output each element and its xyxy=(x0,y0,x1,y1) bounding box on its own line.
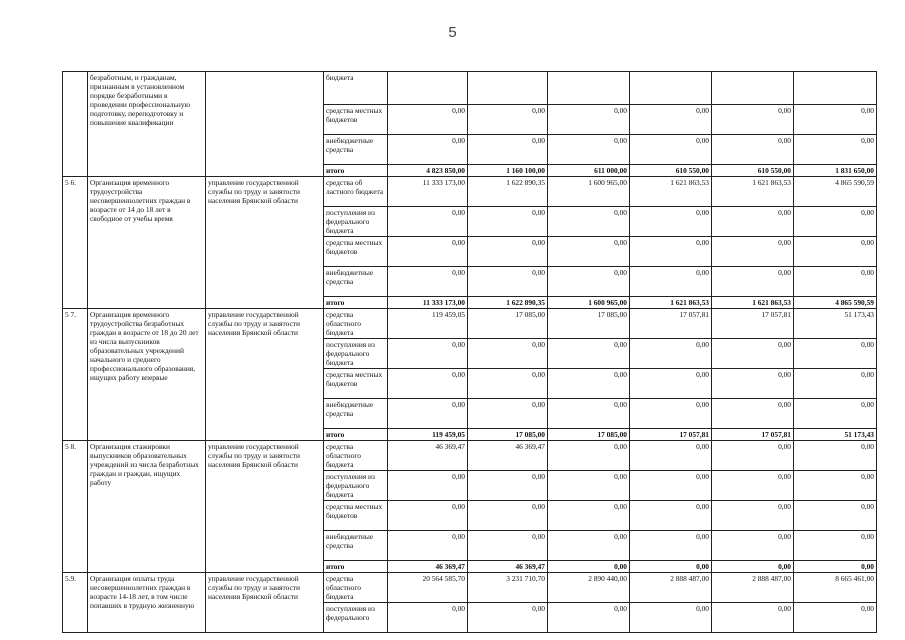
funding-source: бюджета xyxy=(324,72,388,105)
amount-cell: 0,00 xyxy=(388,135,468,165)
amount-cell: 0,00 xyxy=(794,441,877,471)
amount-cell: 0,00 xyxy=(388,603,468,633)
funding-source: итого xyxy=(324,429,388,441)
amount-cell: 0,00 xyxy=(548,561,630,573)
funding-source: средства местных бюджетов xyxy=(324,369,388,399)
amount-cell: 1 622 890,35 xyxy=(468,177,548,207)
section-name: Организация временного трудоустройства безработных граждан в возрасте от 18 до 20 лет из числа выпускников образовательных учреждений начального и среднего профессионального образования, ищущих работу впервые xyxy=(88,309,206,441)
amount-cell: 0,00 xyxy=(794,501,877,531)
table-row xyxy=(63,72,877,105)
amount-cell: 1 621 863,53 xyxy=(630,177,712,207)
funding-source: внебюджетные средства xyxy=(324,531,388,561)
amount-cell: 0,00 xyxy=(712,399,794,429)
amount-cell: 0,00 xyxy=(388,339,468,369)
amount-cell: 17 057,81 xyxy=(630,309,712,339)
funding-source: поступления из федерального бюджета xyxy=(324,471,388,501)
amount-cell: 611 000,00 xyxy=(548,165,630,177)
amount-cell: 0,00 xyxy=(388,237,468,267)
amount-cell: 0,00 xyxy=(712,237,794,267)
page-number: 5 xyxy=(448,24,457,41)
amount-cell: 0,00 xyxy=(794,105,877,135)
amount-cell: 0,00 xyxy=(468,603,548,633)
funding-source: внебюджетные средства xyxy=(324,135,388,165)
amount-cell: 0,00 xyxy=(794,135,877,165)
amount-cell: 0,00 xyxy=(712,267,794,297)
funding-source: средства местных бюджетов xyxy=(324,237,388,267)
amount-cell: 4 865 590,59 xyxy=(794,177,877,207)
amount-cell: 0,00 xyxy=(388,531,468,561)
amount-cell: 17 057,81 xyxy=(712,309,794,339)
amount-cell: 1 621 863,53 xyxy=(630,297,712,309)
amount-cell: 1 621 863,53 xyxy=(712,177,794,207)
section-name: Организация временного трудоустройства несовершеннолетних граждан в возрасте от 14 до 18 лет в свободное от учебы время xyxy=(88,177,206,309)
amount-cell: 0,00 xyxy=(712,603,794,633)
section-index: 5 6. xyxy=(63,177,88,309)
amount-cell: 0,00 xyxy=(712,135,794,165)
amount-cell: 0,00 xyxy=(468,207,548,237)
amount-cell: 0,00 xyxy=(548,471,630,501)
amount-cell: 610 550,00 xyxy=(712,165,794,177)
section-index: 5.9. xyxy=(63,573,88,633)
funding-source: средства областного бюджета xyxy=(324,309,388,339)
amount-cell: 0,00 xyxy=(388,501,468,531)
amount-cell: 17 057,81 xyxy=(630,429,712,441)
amount-cell: 0,00 xyxy=(468,105,548,135)
funding-source: средства областного бюджета xyxy=(324,441,388,471)
table-row xyxy=(63,177,877,207)
amount-cell: 0,00 xyxy=(468,501,548,531)
amount-cell: 2 888 487,00 xyxy=(630,573,712,603)
funding-source: поступления из федерального xyxy=(324,603,388,633)
amount-cell: 0,00 xyxy=(630,603,712,633)
amount-cell: 0,00 xyxy=(794,237,877,267)
budget-table xyxy=(62,71,877,633)
amount-cell: 51 173,43 xyxy=(794,309,877,339)
amount-cell: 0,00 xyxy=(630,501,712,531)
amount-cell: 4 865 590,59 xyxy=(794,297,877,309)
amount-cell: 0,00 xyxy=(548,135,630,165)
amount-cell: 0,00 xyxy=(548,207,630,237)
amount-cell: 1 621 863,53 xyxy=(712,297,794,309)
amount-cell: 0,00 xyxy=(548,369,630,399)
amount-cell: 0,00 xyxy=(630,441,712,471)
amount-cell: 3 231 710,70 xyxy=(468,573,548,603)
amount-cell: 0,00 xyxy=(794,267,877,297)
amount-cell: 0,00 xyxy=(794,399,877,429)
amount-cell: 0,00 xyxy=(388,369,468,399)
section-index: 5 7. xyxy=(63,309,88,441)
amount-cell: 0,00 xyxy=(468,531,548,561)
amount-cell: 46 369,47 xyxy=(388,441,468,471)
section-executor: управление государственной службы по труду и занятости населения Брянской области xyxy=(206,309,324,441)
amount-cell: 0,00 xyxy=(794,339,877,369)
amount-cell: 0,00 xyxy=(712,501,794,531)
amount-cell: 0,00 xyxy=(794,561,877,573)
amount-cell: 46 369,47 xyxy=(468,561,548,573)
amount-cell: 119 459,05 xyxy=(388,309,468,339)
section-executor: управление государственной службы по труду и занятости населения Брянской области xyxy=(206,573,324,633)
amount-cell: 11 333 173,00 xyxy=(388,177,468,207)
amount-cell: 0,00 xyxy=(468,339,548,369)
section-executor: управление государственной службы по труду и занятости населения Брянской области xyxy=(206,177,324,309)
amount-cell xyxy=(712,72,794,105)
amount-cell: 0,00 xyxy=(630,105,712,135)
section-index: 5 8. xyxy=(63,441,88,573)
table-row xyxy=(63,573,877,603)
amount-cell xyxy=(548,72,630,105)
funding-source: поступления из федерального бюджета xyxy=(324,207,388,237)
amount-cell: 0,00 xyxy=(468,399,548,429)
amount-cell: 0,00 xyxy=(468,471,548,501)
amount-cell: 17 085,00 xyxy=(468,429,548,441)
amount-cell: 17 085,00 xyxy=(468,309,548,339)
amount-cell: 17 085,00 xyxy=(548,309,630,339)
amount-cell: 0,00 xyxy=(548,267,630,297)
funding-source: внебюджетные средства xyxy=(324,267,388,297)
funding-source: итого xyxy=(324,561,388,573)
amount-cell: 0,00 xyxy=(388,207,468,237)
amount-cell: 1 600 965,00 xyxy=(548,297,630,309)
amount-cell: 0,00 xyxy=(468,237,548,267)
amount-cell: 0,00 xyxy=(548,531,630,561)
funding-source: внебюджетные средства xyxy=(324,399,388,429)
amount-cell: 0,00 xyxy=(630,135,712,165)
amount-cell: 1 160 100,00 xyxy=(468,165,548,177)
amount-cell: 0,00 xyxy=(794,207,877,237)
amount-cell: 119 459,05 xyxy=(388,429,468,441)
amount-cell: 0,00 xyxy=(548,501,630,531)
amount-cell: 46 369,47 xyxy=(468,441,548,471)
amount-cell: 4 823 850,00 xyxy=(388,165,468,177)
amount-cell: 0,00 xyxy=(794,369,877,399)
amount-cell xyxy=(794,72,877,105)
amount-cell: 0,00 xyxy=(794,471,877,501)
amount-cell: 0,00 xyxy=(630,531,712,561)
amount-cell: 0,00 xyxy=(630,399,712,429)
amount-cell: 0,00 xyxy=(388,105,468,135)
amount-cell: 0,00 xyxy=(712,105,794,135)
amount-cell xyxy=(468,72,548,105)
section-name: Организация оплаты труда несовершеннолетних граждан в возрасте 14-18 лет, в том числе попавших в трудную жизненную xyxy=(88,573,206,633)
funding-source: итого xyxy=(324,297,388,309)
amount-cell: 17 085,00 xyxy=(548,429,630,441)
amount-cell: 0,00 xyxy=(794,531,877,561)
amount-cell: 0,00 xyxy=(548,237,630,267)
funding-source: средства местных бюджетов xyxy=(324,501,388,531)
amount-cell: 17 057,81 xyxy=(712,429,794,441)
amount-cell: 2 890 440,00 xyxy=(548,573,630,603)
amount-cell: 0,00 xyxy=(468,135,548,165)
amount-cell: 0,00 xyxy=(548,105,630,135)
amount-cell: 0,00 xyxy=(548,399,630,429)
amount-cell: 8 665 461,00 xyxy=(794,573,877,603)
amount-cell: 0,00 xyxy=(712,471,794,501)
funding-source: средства местных бюджетов xyxy=(324,105,388,135)
funding-source: средства об ластного бюджета xyxy=(324,177,388,207)
amount-cell: 46 369,47 xyxy=(388,561,468,573)
amount-cell: 0,00 xyxy=(630,207,712,237)
amount-cell: 2 888 487,00 xyxy=(712,573,794,603)
amount-cell xyxy=(630,72,712,105)
amount-cell: 0,00 xyxy=(712,531,794,561)
amount-cell: 1 622 890,35 xyxy=(468,297,548,309)
section-name: безработным, и гражданам, признанным в установленном порядке безработными в проведении профессиональную подготовку, переподготовку и повышение квалификации xyxy=(88,72,206,177)
amount-cell: 0,00 xyxy=(630,471,712,501)
amount-cell: 0,00 xyxy=(630,237,712,267)
funding-source: поступления из федерального бюджета xyxy=(324,339,388,369)
amount-cell: 0,00 xyxy=(794,603,877,633)
funding-source: итого xyxy=(324,165,388,177)
amount-cell: 51 173,43 xyxy=(794,429,877,441)
amount-cell: 20 564 585,70 xyxy=(388,573,468,603)
section-executor xyxy=(206,72,324,177)
amount-cell xyxy=(388,72,468,105)
amount-cell: 610 550,00 xyxy=(630,165,712,177)
amount-cell: 0,00 xyxy=(548,603,630,633)
amount-cell: 0,00 xyxy=(712,561,794,573)
amount-cell: 0,00 xyxy=(388,399,468,429)
amount-cell: 0,00 xyxy=(548,441,630,471)
amount-cell: 0,00 xyxy=(388,471,468,501)
amount-cell: 0,00 xyxy=(468,369,548,399)
amount-cell: 0,00 xyxy=(712,339,794,369)
amount-cell: 0,00 xyxy=(548,339,630,369)
amount-cell: 0,00 xyxy=(630,561,712,573)
section-executor: управление государственной службы по труду и занятости населения Брянской области xyxy=(206,441,324,573)
amount-cell: 0,00 xyxy=(712,441,794,471)
table-row xyxy=(63,441,877,471)
amount-cell: 0,00 xyxy=(712,369,794,399)
amount-cell: 0,00 xyxy=(388,267,468,297)
amount-cell: 0,00 xyxy=(712,207,794,237)
amount-cell: 0,00 xyxy=(630,267,712,297)
table-row xyxy=(63,309,877,339)
section-name: Организация стажировки выпускников образовательных учреждений из числа безработных граждан и граждан, ищущих работу xyxy=(88,441,206,573)
amount-cell: 0,00 xyxy=(468,267,548,297)
funding-source: средства областного бюджета xyxy=(324,573,388,603)
amount-cell: 0,00 xyxy=(630,339,712,369)
amount-cell: 1 600 965,00 xyxy=(548,177,630,207)
amount-cell: 1 831 650,00 xyxy=(794,165,877,177)
amount-cell: 0,00 xyxy=(630,369,712,399)
amount-cell: 11 333 173,00 xyxy=(388,297,468,309)
section-index xyxy=(63,72,88,177)
